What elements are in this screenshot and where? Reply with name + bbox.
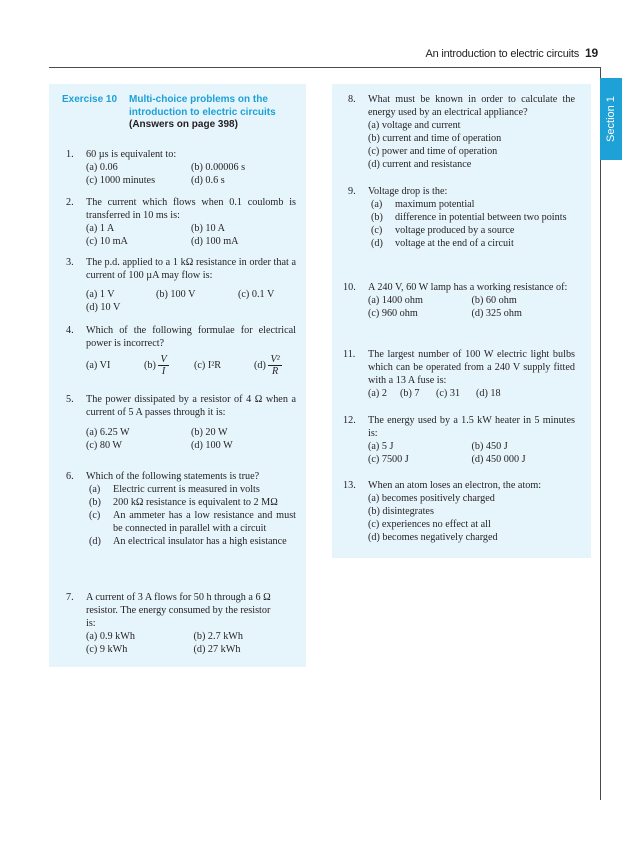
- question-text: The p.d. applied to a 1 kΩ resistance in order that a current of 100 µA may flow is:: [86, 257, 296, 282]
- option-a: (a) 6.25 W: [86, 427, 130, 439]
- question-3: [66, 256, 296, 314]
- option-c: (c) 31: [436, 388, 461, 400]
- option-c: (c) 960 ohm: [368, 308, 418, 320]
- option-b: (b) 60 ohm: [471, 295, 517, 307]
- option-a: (a) 0.9 kWh: [86, 631, 135, 643]
- option-a: maximum potential: [395, 199, 475, 211]
- question-text: When an atom loses an electron, the atom:: [368, 480, 542, 491]
- question-4: [66, 324, 296, 377]
- exercise-number: Exercise 10: [62, 94, 118, 105]
- option-b: (b) 7: [400, 388, 420, 400]
- option-a: (a) 0.06: [86, 162, 118, 174]
- question-number: 9.: [348, 186, 356, 197]
- option-d: (d) current and resistance: [368, 159, 472, 171]
- option-a: (a) 5 J: [368, 441, 394, 453]
- option-c: (c) 80 W: [86, 440, 123, 452]
- question-text: The power dissipated by a resistor of 4 Ω when a current of 5 A passes through it is:: [86, 394, 296, 419]
- page-number: 19: [585, 46, 598, 60]
- question-2: [66, 196, 296, 248]
- option-b: (b) 2.7 kWh: [193, 631, 244, 643]
- exercise-heading: [62, 94, 298, 132]
- question-text: The energy used by a 1.5 kW heater in 5 minutes is:: [368, 415, 575, 440]
- question-10: [343, 281, 575, 320]
- fraction-v-over-i: $\frac{V}{I}$: [160, 354, 167, 378]
- question-5: [66, 393, 296, 452]
- question-number: 7.: [66, 592, 74, 603]
- question-6: 6. Which of the following statements is true? (a) Electric current is measured in volts (b) 200 kΩ resistance is equivalent to 2 MΩ (c) An ammeter has a low resistance and must be connected in parallel with a circuit (d) An electrical insulator has a high esistance: [66, 471, 296, 548]
- option-d: (d) 27 kWh: [193, 644, 241, 656]
- question-number: 11.: [343, 349, 356, 360]
- question-number: 3.: [66, 257, 74, 268]
- option-c: (c) 10 mA: [86, 236, 128, 248]
- option-a: (a) becomes positively charged: [368, 493, 495, 505]
- exercise-box-left: [49, 84, 306, 667]
- option-d: (d) becomes negatively charged: [368, 532, 498, 544]
- option-c: (c) power and time of operation: [368, 146, 498, 158]
- section-tab-label: Section 1: [605, 96, 617, 142]
- option-a: (a) VI: [86, 360, 111, 372]
- question-text: Which of the following formulae for electrical power is incorrect?: [86, 325, 296, 350]
- question-text: A 240 V, 60 W lamp has a working resistance of:: [368, 282, 568, 293]
- option-c: (c) I²R: [194, 360, 222, 372]
- option-d: An electrical insulator has a high esistance: [113, 536, 287, 548]
- option-b: difference in potential between two points: [395, 212, 567, 224]
- section-tab: [600, 78, 622, 160]
- question-8: [343, 93, 575, 172]
- question-number: 2.: [66, 197, 74, 208]
- question-7: [66, 591, 296, 656]
- exercise-box-right: [332, 84, 591, 558]
- option-c: An ammeter has a low resistance and must be connected in parallel with a circuit: [113, 510, 296, 535]
- running-header: [425, 46, 598, 60]
- question-text: 60 µs is equivalent to:: [86, 149, 177, 160]
- option-b: (b) 10 A: [191, 223, 225, 235]
- question-number: 13.: [343, 480, 356, 491]
- option-b: (b) 20 W: [191, 427, 228, 439]
- exercise-answers: (Answers on page 398): [129, 119, 238, 130]
- question-number: 8.: [348, 94, 356, 105]
- question-text: A current of 3 A flows for 50 h through a 6 Ω resistor. The energy consumed by the resistor is:: [86, 592, 271, 630]
- option-b: (b) $\frac{V}{I}$: [144, 354, 167, 378]
- exercise-title: Multi-choice problems on the introduction to electric circuits: [129, 94, 276, 118]
- question-11: [343, 348, 575, 400]
- question-number: 5.: [66, 394, 74, 405]
- option-b: (b) 100 V: [156, 289, 196, 301]
- option-a: Electric current is measured in volts: [113, 484, 260, 496]
- question-13: [343, 479, 575, 544]
- option-c: (c) 0.1 V: [238, 289, 275, 301]
- question-text: The current which flows when 0.1 coulomb is transferred in 10 ms is:: [86, 197, 296, 222]
- option-b: (b) 0.00006 s: [191, 162, 246, 174]
- option-b: 200 kΩ resistance is equivalent to 2 MΩ: [113, 497, 278, 509]
- option-b: (b) 450 J: [471, 441, 508, 453]
- option-a: (a) 1400 ohm: [368, 295, 423, 307]
- question-text: Voltage drop is the:: [368, 186, 448, 197]
- header-title: An introduction to electric circuits: [425, 48, 580, 60]
- option-a: (a) 1 V: [86, 289, 115, 301]
- question-1: [66, 148, 296, 187]
- option-d: (d) $\frac{\text{V²}}{R}$: [254, 354, 280, 378]
- option-a: (a) voltage and current: [368, 120, 461, 132]
- option-d: voltage at the end of a circuit: [395, 238, 514, 250]
- question-12: [343, 414, 575, 466]
- option-a: (a) 1 A: [86, 223, 115, 235]
- option-d: (d) 325 ohm: [471, 308, 522, 320]
- header-rule: [49, 67, 600, 68]
- fraction-v2-over-r: $\frac{\text{V²}}{R}$: [270, 354, 280, 378]
- option-d: (d) 100 W: [191, 440, 233, 452]
- question-number: 4.: [66, 325, 74, 336]
- option-c: (c) 9 kWh: [86, 644, 128, 656]
- option-c: (c) 7500 J: [368, 454, 409, 466]
- option-d: (d) 100 mA: [191, 236, 239, 248]
- option-d: (d) 0.6 s: [191, 175, 225, 187]
- question-number: 1.: [66, 149, 74, 160]
- question-number: 10.: [343, 282, 356, 293]
- option-c: voltage produced by a source: [395, 225, 515, 237]
- question-text: Which of the following statements is true?: [86, 471, 260, 482]
- option-c: (c) 1000 minutes: [86, 175, 156, 187]
- margin-rule: [600, 67, 601, 800]
- option-d: (d) 450 000 J: [471, 454, 526, 466]
- question-text: The largest number of 100 W electric light bulbs which can be operated from a 240 V supply fitted with a 13 A fuse is:: [368, 349, 575, 387]
- question-9: 9. Voltage drop is the: (a) maximum potential (b) difference in potential between two points (c) voltage produced by a source (d) voltage at the end of a circuit: [343, 185, 575, 250]
- question-text: What must be known in order to calculate the energy used by an electrical appliance?: [368, 94, 575, 119]
- option-a: (a) 2: [368, 388, 387, 400]
- option-b: (b) current and time of operation: [368, 133, 502, 145]
- option-d: (d) 10 V: [86, 302, 121, 314]
- option-d: (d) 18: [476, 388, 501, 400]
- option-b: (b) disintegrates: [368, 506, 434, 518]
- question-number: 6.: [66, 471, 74, 482]
- question-number: 12.: [343, 415, 356, 426]
- option-c: (c) experiences no effect at all: [368, 519, 491, 531]
